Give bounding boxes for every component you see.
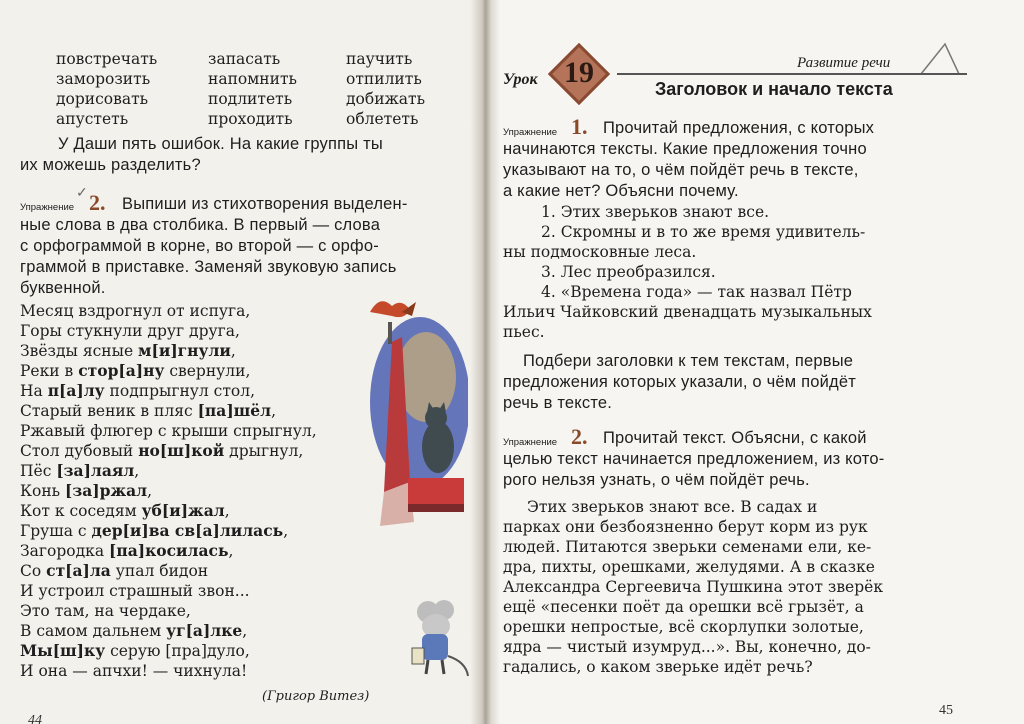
lesson-title: Заголовок и начало текста [655,79,893,99]
lesson-badge [549,44,609,104]
exercise-line: с орфограммой в корне, во второй — с орфо- [20,237,379,255]
list-item: Ильич Чайковский двенадцать музыкальных [503,303,872,321]
text-line: парках они безбоязненно берут корм из рук [503,518,868,536]
list-item: 4. «Времена года» — так назвал Пётр [541,283,852,301]
text-line: ещё «песенки поёт да орешки всё грызёт, а [503,598,864,616]
exercise-line: граммой в приставке. Заменяй звуковую запись [20,258,397,276]
text-line: людей. Питаются зверьки семенами ели, ке- [503,538,872,556]
poem-line: И устроил страшный звон... [20,582,250,600]
word: дорисовать [56,90,149,108]
poem-line: Стол дубовый но[ш]кой дрыгнул, [20,441,304,460]
word: добижать [346,90,426,108]
word: подлитеть [208,90,293,108]
text-line: гадались, о каком зверьке идёт речь? [503,658,813,676]
exercise-line: целью текст начинается предложением, из кото- [503,450,885,468]
tower-cat-illustration [340,282,468,530]
left-page [0,0,487,724]
right-page [487,0,1024,724]
task-line: предложения которых указали, о чём пойдёт [503,373,856,391]
exercise-label: Упражнение [503,127,558,138]
word: паучить [346,50,413,68]
word: повстречать [56,50,158,68]
poem-line: В самом дальнем уг[а]лке, [20,621,248,640]
exercise-number: 2. [89,190,106,215]
lesson-label: Урок [503,71,538,88]
lesson-number: 19 [564,56,594,89]
list-item: 3. Лес преобразился. [541,263,716,281]
page-number: 44 [28,713,42,724]
exercise-line: буквенной. [20,279,106,297]
poem-line: Загородка [па]косилась, [20,541,234,560]
poem-line: Груша с дер[и]ва св[а]лилась, [20,521,289,540]
poem-line: Пёс [за]лаял, [20,461,140,480]
list-item: 2. Скромны и в то же время удивитель- [541,223,866,241]
exercise-number: 1. [571,114,588,139]
word: отпилить [346,70,422,88]
book-spine [470,0,500,724]
word: запасать [208,50,281,68]
list-item: 1. Этих зверьков знают все. [541,203,770,221]
exercise-label: Упражнение [20,202,75,213]
word: проходить [208,110,293,128]
mouse-illustration [392,598,472,680]
exercise-line: Прочитай предложения, с которых [603,119,875,137]
poem-line: Кот к соседям уб[и]жал, [20,501,230,520]
text-line: орешки непростые, всё скорлупки золотые, [503,618,864,636]
header-rule [617,73,967,75]
check-mark-icon: ✓ [76,185,88,201]
exercise-line: рого нельзя узнать, о чём пойдёт речь. [503,471,810,489]
poem-author: (Григор Витез) [262,689,370,704]
text-line: Александра Сергеевича Пушкина этот зверёк [503,578,884,596]
poem-line: Горы стукнули друг друга, [20,322,240,340]
section-title: Развитие речи [797,55,891,71]
text-line: ядра — чистый изумруд...». Вы, конечно, до- [503,638,871,656]
task-line: Подбери заголовки к тем текстам, первые [523,352,854,370]
word: облететь [346,110,419,128]
poem-line: Со ст[а]ла упал бидон [20,561,209,580]
poem-line: Мы[ш]ку серую [пра]дуло, [20,641,250,660]
word: напомнить [208,70,297,88]
text-line: дра, пихты, орешками, желудями. А в сказке [503,558,875,576]
poem-line: И она — апчхи! — чихнула! [20,662,248,680]
exercise-line: Выпиши из стихотворения выделен- [122,195,408,213]
exercise-number: 2. [571,424,588,449]
page-number: 45 [939,703,953,718]
poem-line: Реки в стор[а]ну свернули, [20,361,251,380]
exercise-label: Упражнение [503,437,558,448]
poem-line: Старый веник в пляс [па]шёл, [20,401,277,420]
exercise-line: указывают на то, о чём пойдёт речь в тексте, [503,161,859,179]
list-item: пьес. [503,323,545,341]
exercise-line: начинаются тексты. Какие предложения точно [503,140,867,158]
poem-line: Звёзды ясные м[и]гнули, [20,341,236,360]
poem-line: Ржавый флюгер с крыши спрыгнул, [20,422,317,440]
poem-line: Конь [за]ржал, [20,481,153,500]
word: апустеть [56,110,129,128]
poem-line: Это там, на чердаке, [20,602,191,620]
poem-line: На п[а]лу подпрыгнул стол, [20,381,256,400]
intro-line: их можешь разделить? [20,156,201,174]
intro-line: У Даши пять ошибок. На какие группы ты [58,135,383,153]
word: заморозить [56,70,151,88]
exercise-line: ные слова в два столбика. В первый — слова [20,216,381,234]
task-line: речь в тексте. [503,394,613,412]
text-line: Этих зверьков знают все. В садах и [527,498,818,516]
list-item: ны подмосковные леса. [503,243,697,261]
exercise-line: Прочитай текст. Объясни, с какой [603,429,867,447]
poem-line: Месяц вздрогнул от испуга, [20,302,251,320]
exercise-line: а какие нет? Объясни почему. [503,182,739,200]
